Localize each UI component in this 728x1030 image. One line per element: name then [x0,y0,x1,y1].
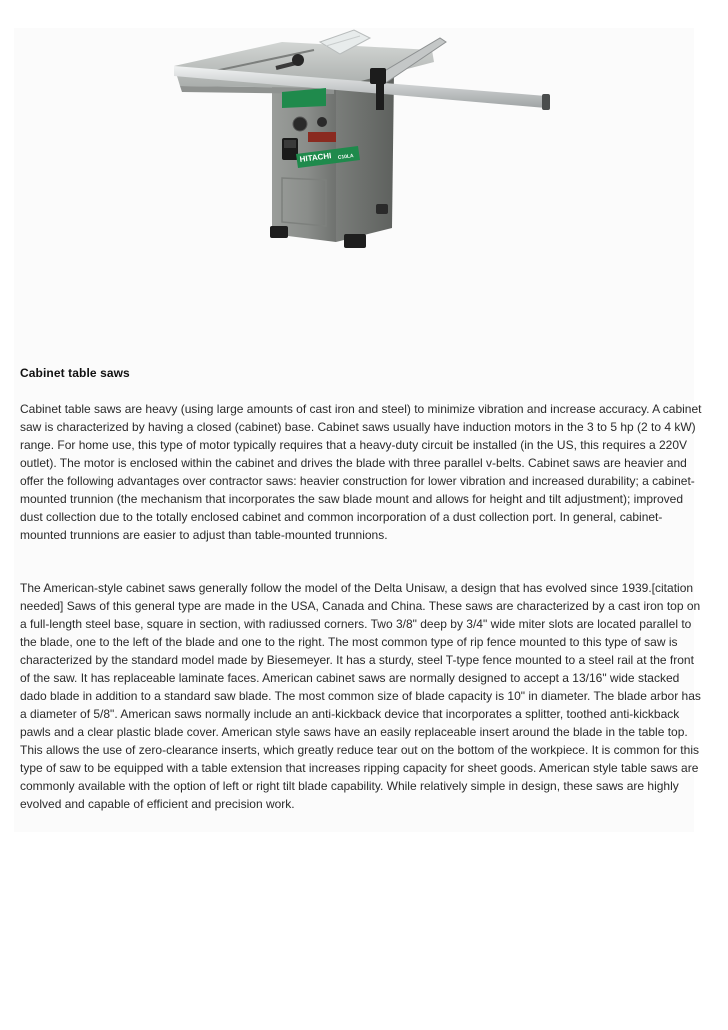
foot-left [270,226,288,238]
body-paragraph-2: The American-style cabinet saws generally follow the model of the Delta Unisaw, a design that has evolved since 1939.[citation needed] Saws of this general type are made in the USA, Canada and China. These saws are characterized by a cast iron top on a full-length steel base, square in section, with radiussed corners. Two 3/8" deep by 3/4" wide miter slots are located parallel to the blade, one to the left of the blade and one to the right. The most common type of rip fence mounted to this type of saw is characterized by the standard model made by Biesemeyer. It has a sturdy, steel T-type fence mounted to a steel rail at the front of the saw. It has replaceable laminate faces. American cabinet saws are normally designed to accept a 13/16" wide stacked dado blade in addition to a standard saw blade. The most common size of blade capacity is 10" in diameter. The blade arbor has a diameter of 5/8". American saws normally include an anti-kickback device that incorporates a splitter, toothed anti-kickback pawls and a clear plastic blade cover. American style saws have an easily replaceable insert around the blade in the table top. This allows the use of zero-clearance inserts, which greatly reduce tear out on the bottom of the workpiece. It is common for this type of saw to be equipped with a table extension that increases ripping capacity for sheet goods. American style table saws are commonly available with the option of left or right tilt blade capability. While relatively simple in design, these saws are highly evolved and capable of efficient and precision work. [20,581,701,811]
foot-back [376,204,388,214]
brand-text: HITACHI [299,151,332,164]
height-handwheel [293,117,307,131]
document-page [14,28,702,832]
body-paragraph-1: Cabinet table saws are heavy (using large amounts of cast iron and steel) to minimize vibration and increase accuracy. A cabinet saw is characterized by having a closed (cabinet) base. Cabinet saws usually have induction motors in the 3 to 5 hp (2 to 4 kW) range. For home use, this type of motor typically requires that a heavy-duty circuit be installed (in the US, this requires a 220V outlet). The motor is enclosed within the cabinet and drives the blade with three parallel v-belts. Cabinet saws are heavier and offer the following advantages over contractor saws: heavier construction for lower vibration and increased durability; a cabinet-mounted trunnion (the mechanism that incorporates the saw blade mount and allows for height and tilt adjustment); improved dust collection due to the totally enclosed cabinet and common incorporation of a dust collection port. In general, cabinet-mounted trunnions are easier to adjust than table-mounted trunnions. [20,402,702,542]
foot-right [344,234,366,248]
section-heading: Cabinet table saws [20,366,130,380]
model-text: C10LA [337,153,354,161]
red-plate [308,132,336,142]
table-saw-photo [14,28,694,346]
